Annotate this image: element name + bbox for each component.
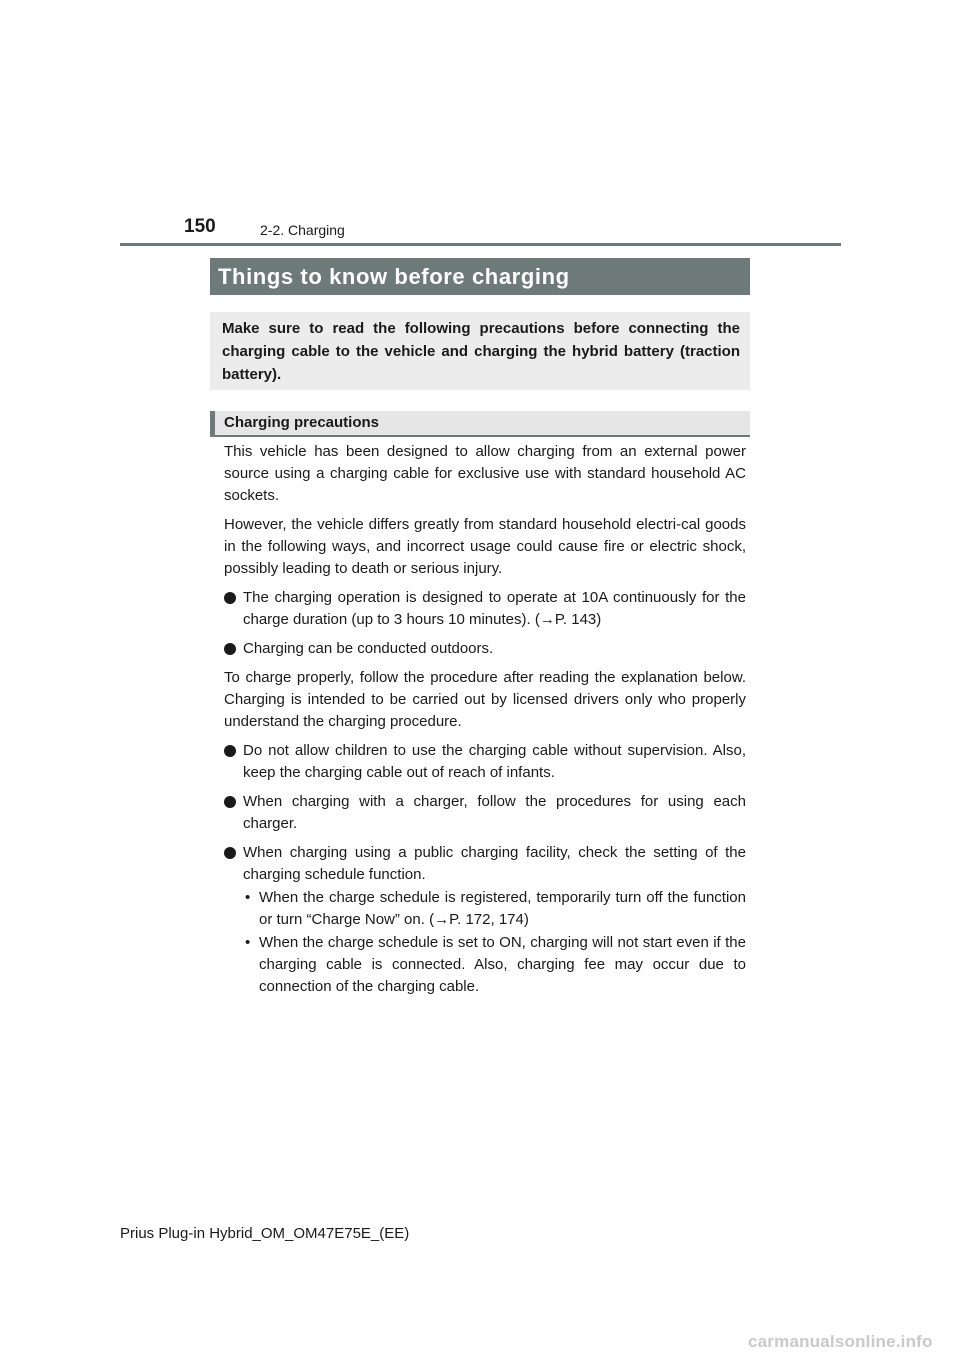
sub-bullet-icon: • bbox=[245, 934, 251, 951]
bullet-icon bbox=[224, 847, 236, 859]
sub-bullet-icon: • bbox=[245, 889, 251, 906]
bullet-text: When charging using a public charging facility, check the setting of the charging schedule function. bbox=[243, 844, 746, 883]
paragraph: However, the vehicle differs greatly from standard household electri-cal goods in the following ways, and incorrect usage could cause fire or electric shock, possibly leading to death or serious injury. bbox=[224, 516, 746, 577]
bullet-icon bbox=[224, 592, 236, 604]
sub-bullet-text: When the charge schedule is registered, temporarily turn off the function or turn “Charge Now” on. (→P. 172, 174) bbox=[259, 889, 746, 928]
bullet-item bbox=[224, 842, 746, 886]
bullet-item bbox=[224, 791, 746, 835]
subsection-heading: Charging precautions bbox=[224, 414, 380, 431]
bullet-item bbox=[224, 638, 746, 660]
page-title: Things to know before charging bbox=[210, 258, 750, 295]
paragraph: This vehicle has been designed to allow charging from an external power source using a charging cable for exclusive use with standard household AC sockets. bbox=[224, 443, 746, 504]
intro-notice: Make sure to read the following precautions before connecting the charging cable to the vehicle and charging the hybrid battery (traction battery). bbox=[210, 312, 750, 390]
header-divider bbox=[120, 243, 841, 246]
footer-document-id: Prius Plug-in Hybrid_OM_OM47E75E_(EE) bbox=[120, 1225, 410, 1242]
bullet-text: Charging can be conducted outdoors. bbox=[243, 640, 494, 657]
paragraph: To charge properly, follow the procedure after reading the explanation below. Charging is intended to be carried out by licensed drivers only who properly understand the charging procedure. bbox=[224, 669, 746, 730]
bullet-item bbox=[224, 740, 746, 784]
body-content bbox=[224, 441, 746, 999]
section-label: 2-2. Charging bbox=[260, 222, 345, 238]
subsection-header bbox=[210, 411, 750, 437]
page-number: 150 bbox=[184, 216, 216, 237]
bullet-icon bbox=[224, 643, 236, 655]
watermark: carmanualsonline.info bbox=[748, 1332, 933, 1351]
subsection-marker bbox=[210, 411, 215, 435]
sub-bullet-list bbox=[243, 887, 746, 998]
sub-bullet-text: When the charge schedule is set to ON, charging will not start even if the charging cable is connected. Also, charging fee may occur due to connection of the charging cable. bbox=[259, 934, 746, 995]
bullet-icon bbox=[224, 745, 236, 757]
bullet-text: When charging with a charger, follow the procedures for using each charger. bbox=[243, 793, 746, 832]
bullet-text: The charging operation is designed to operate at 10A continuously for the charge duration (up to 3 hours 10 minutes). (→P. 143) bbox=[243, 589, 746, 628]
bullet-text: Do not allow children to use the charging cable without supervision. Also, keep the charging cable out of reach of infants. bbox=[243, 742, 746, 781]
bullet-item bbox=[224, 587, 746, 631]
sub-bullet-item bbox=[243, 932, 746, 998]
sub-bullet-item bbox=[243, 887, 746, 931]
bullet-icon bbox=[224, 796, 236, 808]
